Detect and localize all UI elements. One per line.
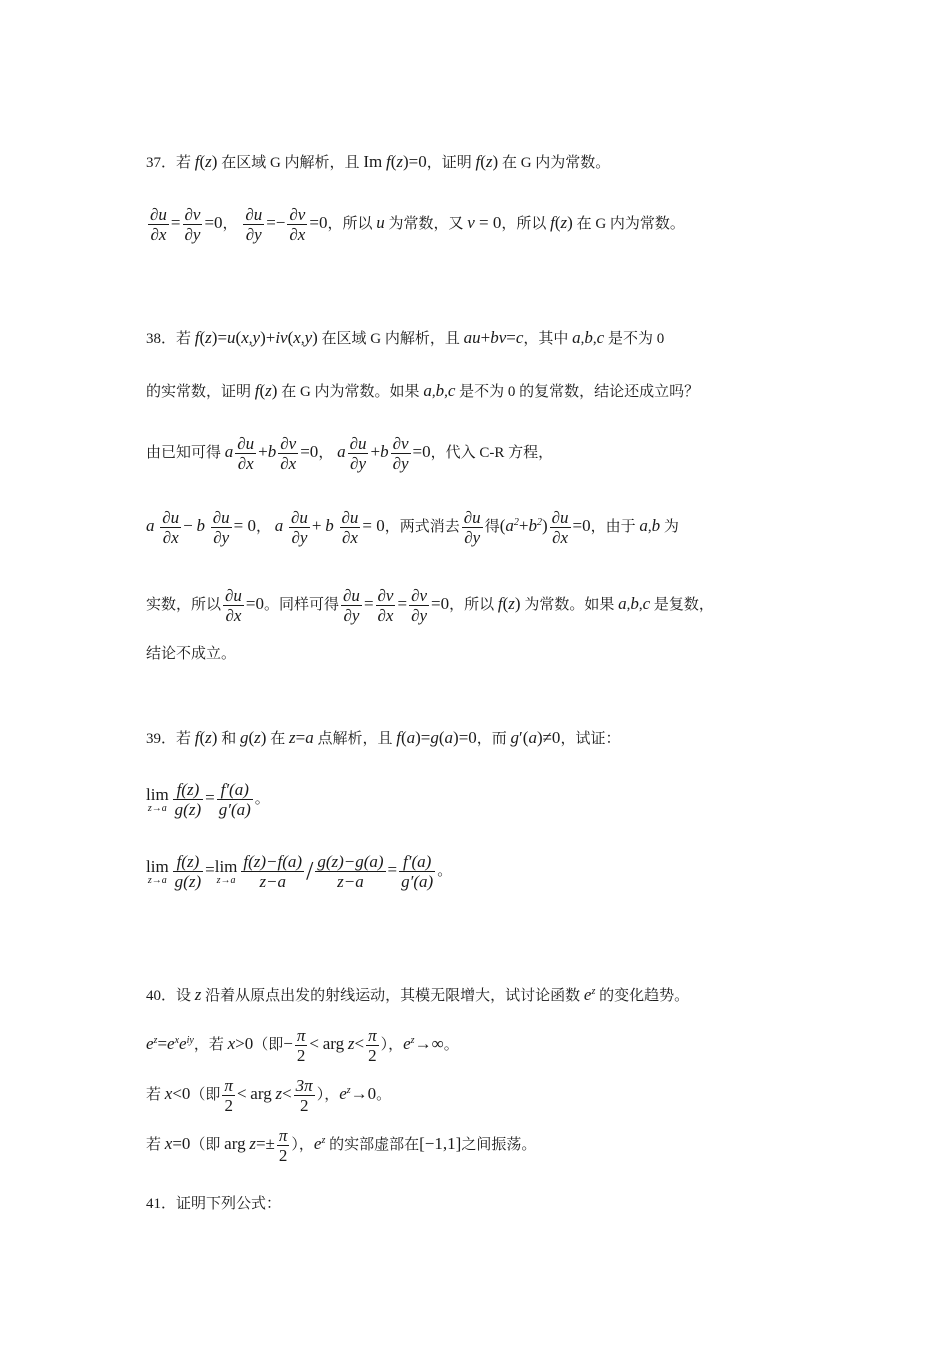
problem-40-line-3: 若 x=0（即 arg z=± $\frac{\pi}{2}$ ），$e^z$ 的实部虚部在[−1,1]之间振荡。 xyxy=(146,1126,537,1165)
problem-38-solution-line1: 由已知可得 a $\frac{\partial u}{\partial x}$ +b $\frac{\partial v}{\partial x}$ =0， a $\frac{\partial u}{\partial y}$ +b $\frac{\partial v}{\partial y}$ =0，代入 C-R 方程， xyxy=(146,434,554,473)
problem-38-solution-line4: 结论不成立。 xyxy=(146,646,237,662)
problem-38-statement-line1: 38．若 f(z)=u(x,y)+iv(x,y) 在区域 G 内解析，且 au+bv=c，其中 a,b,c 是不为 0 xyxy=(146,328,665,347)
problem-39-equation-1: lim z→a $\frac{f(z)}{g(z)}$ = $\frac{f'(a)}{g'(a)}$ 。 xyxy=(146,780,270,819)
problem-38-solution-line2: a $\frac{\partial u}{\partial x}$ − b $\frac{\partial u}{\partial y}$ = 0， a $\frac{\partial u}{\partial y}$ + b $\frac{\partial u}{\partial x}$ = 0，两式消去 $\frac{\partial u}{\partial y}$ 得$(a^2+b^2)$ $\frac{\partial u}{\partial x}$ =0，由于 a,b 为 xyxy=(146,508,679,547)
problem-40-line-1: $e^z=e^xe^{iy}$，若 x>0（即− $\frac{\pi}{2}$ < arg z< $\frac{\pi}{2}$ ），$e^z\to\infty$。 xyxy=(146,1026,459,1065)
problem-41-statement: 41．证明下列公式： xyxy=(146,1196,282,1212)
problem-39-statement: 39．若 f(z) 和 g(z) 在 z=a 点解析，且 f(a)=g(a)=0，而 g′(a)≠0，试证： xyxy=(146,728,621,747)
problem-37-solution: $\frac{\partial u}{\partial x}$ = $\frac{\partial v}{\partial y}$ =0， $\frac{\partial u}{\partial y}$ =− $\frac{\partial v}{\partial x}$ =0，所以 u 为常数，又 v = 0，所以 f(z) 在 G 内为常数。 xyxy=(150,205,685,244)
problem-38-solution-line3: 实数，所以 $\frac{\partial u}{\partial x}$ =0。同样可得 $\frac{\partial u}{\partial y}$ = $\frac{\partial v}{\partial x}$ = $\frac{\partial v}{\partial y}$ =0，所以 f(z) 为常数。如果 a,b,c 是复数， xyxy=(146,586,714,625)
problem-39-equation-2: lim z→a $\frac{f(z)}{g(z)}$ =lim z→a $\frac{f(z)-f(a)}{z-a}$ / $\frac{g(z)-g(a)}{z-a}$ = $\frac{f'(a)}{g'(a)}$ 。 xyxy=(146,852,453,891)
problem-40-line-2: 若 x<0（即 $\frac{\pi}{2}$ < arg z< $\frac{3\pi}{2}$ ），$e^z\to 0$。 xyxy=(146,1076,392,1115)
problem-38-statement-line2: 的实常数，证明 f(z) 在 G 内为常数。如果 a,b,c 是不为 0 的复常数，结论还成立吗？ xyxy=(146,381,700,400)
problem-40-statement: 40．设 z 沿着从原点出发的射线运动，其模无限增大，试讨论函数 $e^z$ 的变化趋势。 xyxy=(146,985,690,1004)
problem-37-statement: 37．若 f(z) 在区域 G 内解析，且 Im f(z)=0，证明 f(z) 在 G 内为常数。 xyxy=(146,152,611,171)
